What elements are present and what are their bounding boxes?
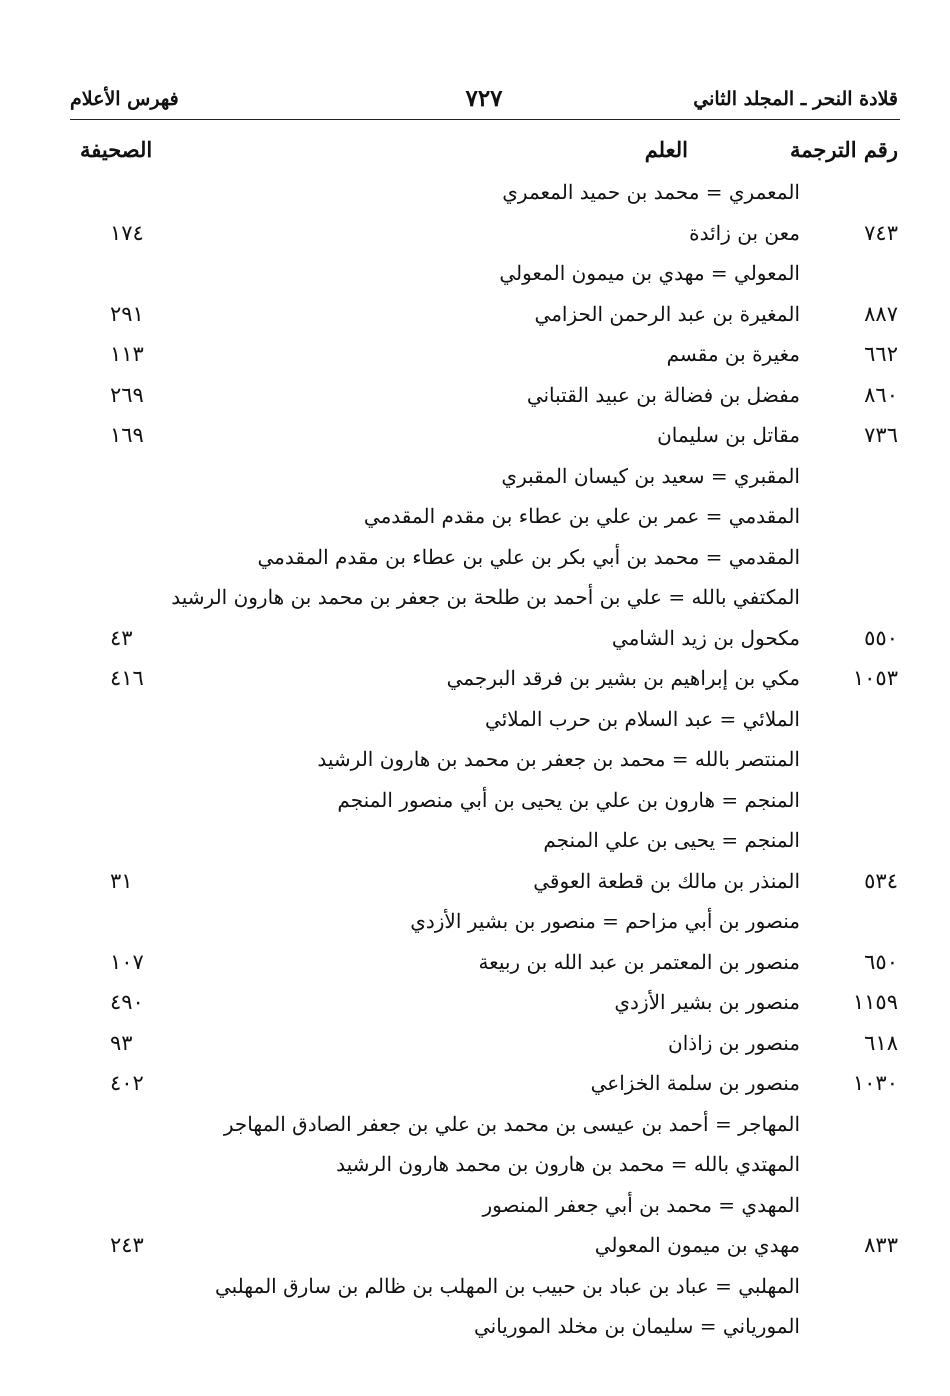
entry-page: ٤١٦ bbox=[110, 666, 144, 690]
index-entry bbox=[0, 334, 950, 375]
running-head bbox=[70, 82, 898, 116]
entry-page: ٢٦٩ bbox=[110, 382, 144, 407]
index-entry bbox=[0, 780, 950, 821]
entry-name: الملائي = عبد السلام بن حرب الملائي bbox=[485, 706, 800, 731]
entry-page: ٢٩١ bbox=[110, 301, 144, 326]
entry-name: المنتصر بالله = محمد بن جعفر بن محمد بن هارون الرشيد bbox=[317, 747, 800, 771]
index-entry bbox=[0, 820, 950, 861]
entry-name: المقدمي = عمر بن علي بن عطاء بن مقدم المقدمي bbox=[363, 504, 800, 528]
entry-number: ١٠٣٠ bbox=[852, 1071, 898, 1095]
entry-page: ٣١ bbox=[110, 868, 133, 893]
index-entry bbox=[0, 213, 950, 254]
entry-name: مكي بن إبراهيم بن بشير بن فرقد البرجمي bbox=[446, 666, 800, 690]
entry-name: منصور بن المعتمر بن عبد الله بن ربيعة bbox=[478, 949, 800, 974]
entry-page: ١٦٩ bbox=[110, 423, 144, 447]
entry-name: مكحول بن زيد الشامي bbox=[611, 625, 800, 650]
header-rule bbox=[70, 119, 900, 120]
entry-number: ٦٦٢ bbox=[864, 342, 898, 366]
entry-number: ٨٦٠ bbox=[864, 382, 898, 407]
index-entry bbox=[0, 253, 950, 294]
entry-name: المنجم = يحيى بن علي المنجم bbox=[543, 828, 800, 852]
index-entry bbox=[0, 861, 950, 902]
index-entry bbox=[0, 739, 950, 780]
entry-page: ١١٣ bbox=[110, 342, 144, 366]
index-entry bbox=[0, 1306, 950, 1347]
entry-number: ٥٥٠ bbox=[864, 625, 898, 650]
index-entry bbox=[0, 1266, 950, 1307]
index-entry bbox=[0, 577, 950, 618]
entry-name: المعولي = مهدي بن ميمون المعولي bbox=[499, 261, 800, 285]
entry-name: منصور بن سلمة الخزاعي bbox=[590, 1071, 800, 1095]
entry-name: معن بن زائدة bbox=[689, 220, 800, 245]
entry-name: المنجم = هارون بن علي بن يحيى بن أبي منصور المنجم bbox=[337, 787, 800, 812]
index-entry bbox=[0, 1144, 950, 1185]
index-entry bbox=[0, 1104, 950, 1145]
column-header-number: رقم الترجمة bbox=[789, 137, 898, 162]
entry-page: ٩٣ bbox=[110, 1030, 133, 1055]
entry-page: ٤٩٠ bbox=[110, 990, 144, 1014]
entry-number: ٨٣٣ bbox=[864, 1233, 898, 1257]
index-entry bbox=[0, 1225, 950, 1266]
index-entry bbox=[0, 1023, 950, 1064]
index-entry bbox=[0, 942, 950, 983]
section-title: فهرس الأعلام bbox=[70, 88, 179, 110]
index-entry bbox=[0, 618, 950, 659]
entry-name: منصور بن بشير الأزدي bbox=[614, 990, 800, 1014]
entry-name: مهدي بن ميمون المعولي bbox=[594, 1233, 800, 1257]
entry-number: ١٠٥٣ bbox=[852, 666, 898, 690]
entry-name: المهتدي بالله = محمد بن هارون بن محمد هارون الرشيد bbox=[336, 1152, 800, 1176]
entry-number: ٥٣٤ bbox=[864, 868, 898, 893]
index-entry bbox=[0, 982, 950, 1023]
index-entry bbox=[0, 496, 950, 537]
column-header-page: الصحيفة bbox=[80, 137, 153, 162]
entry-name: المنذر بن مالك بن قطعة العوقي bbox=[533, 868, 800, 893]
entry-number: ٨٨٧ bbox=[864, 301, 898, 326]
entry-name: مقاتل بن سليمان bbox=[657, 423, 800, 447]
entry-name: المهاجر = أحمد بن عيسى بن محمد بن علي بن جعفر الصادق المهاجر bbox=[223, 1111, 800, 1136]
entry-number: ٧٣٦ bbox=[864, 423, 898, 447]
entry-number: ١١٥٩ bbox=[852, 990, 898, 1014]
index-entry bbox=[0, 375, 950, 416]
index-entry bbox=[0, 1185, 950, 1226]
entry-number: ٧٤٣ bbox=[864, 220, 898, 245]
index-entry bbox=[0, 294, 950, 335]
index-entry bbox=[0, 658, 950, 699]
entry-name: المهدي = محمد بن أبي جعفر المنصور bbox=[482, 1192, 800, 1217]
entry-page: ١٧٤ bbox=[110, 220, 144, 245]
index-entry bbox=[0, 1063, 950, 1104]
entry-page: ١٠٧ bbox=[110, 949, 144, 974]
index-entry bbox=[0, 537, 950, 578]
entry-number: ٦١٨ bbox=[864, 1030, 898, 1055]
entry-name: المقبري = سعيد بن كيسان المقبري bbox=[501, 463, 800, 488]
index-entry bbox=[0, 456, 950, 497]
index-entry bbox=[0, 699, 950, 740]
entry-name: المهلبي = عباد بن عباد بن حبيب بن المهلب بن ظالم بن سارق المهلبي bbox=[214, 1273, 800, 1298]
entry-name: مفضل بن فضالة بن عبيد القتباني bbox=[526, 382, 800, 407]
entry-name: منصور بن أبي مزاحم = منصور بن بشير الأزدي bbox=[410, 909, 800, 933]
entry-name: المغيرة بن عبد الرحمن الحزامي bbox=[534, 301, 800, 326]
index-entry bbox=[0, 172, 950, 213]
index-entry bbox=[0, 415, 950, 456]
entry-number: ٦٥٠ bbox=[864, 949, 898, 974]
index-entry bbox=[0, 901, 950, 942]
index-entries bbox=[0, 172, 950, 1347]
book-title: قلادة النحر ـ المجلد الثاني bbox=[693, 88, 898, 110]
entry-name: المعمري = محمد بن حميد المعمري bbox=[502, 180, 800, 204]
entry-name: المورياني = سليمان بن مخلد المورياني bbox=[473, 1314, 800, 1338]
entry-name: منصور بن زاذان bbox=[668, 1030, 800, 1055]
entry-page: ٤٠٢ bbox=[110, 1071, 144, 1095]
entry-name: مغيرة بن مقسم bbox=[666, 342, 800, 366]
entry-name: المكتفي بالله = علي بن أحمد بن طلحة بن جعفر بن محمد بن هارون الرشيد bbox=[171, 585, 800, 609]
entry-name: المقدمي = محمد بن أبي بكر بن علي بن عطاء بن مقدم المقدمي bbox=[257, 544, 800, 569]
page-number: ٧٢٧ bbox=[465, 85, 503, 112]
entry-page: ٤٣ bbox=[110, 625, 133, 650]
entry-page: ٢٤٣ bbox=[110, 1233, 144, 1257]
column-header-name: العلم bbox=[644, 137, 688, 162]
